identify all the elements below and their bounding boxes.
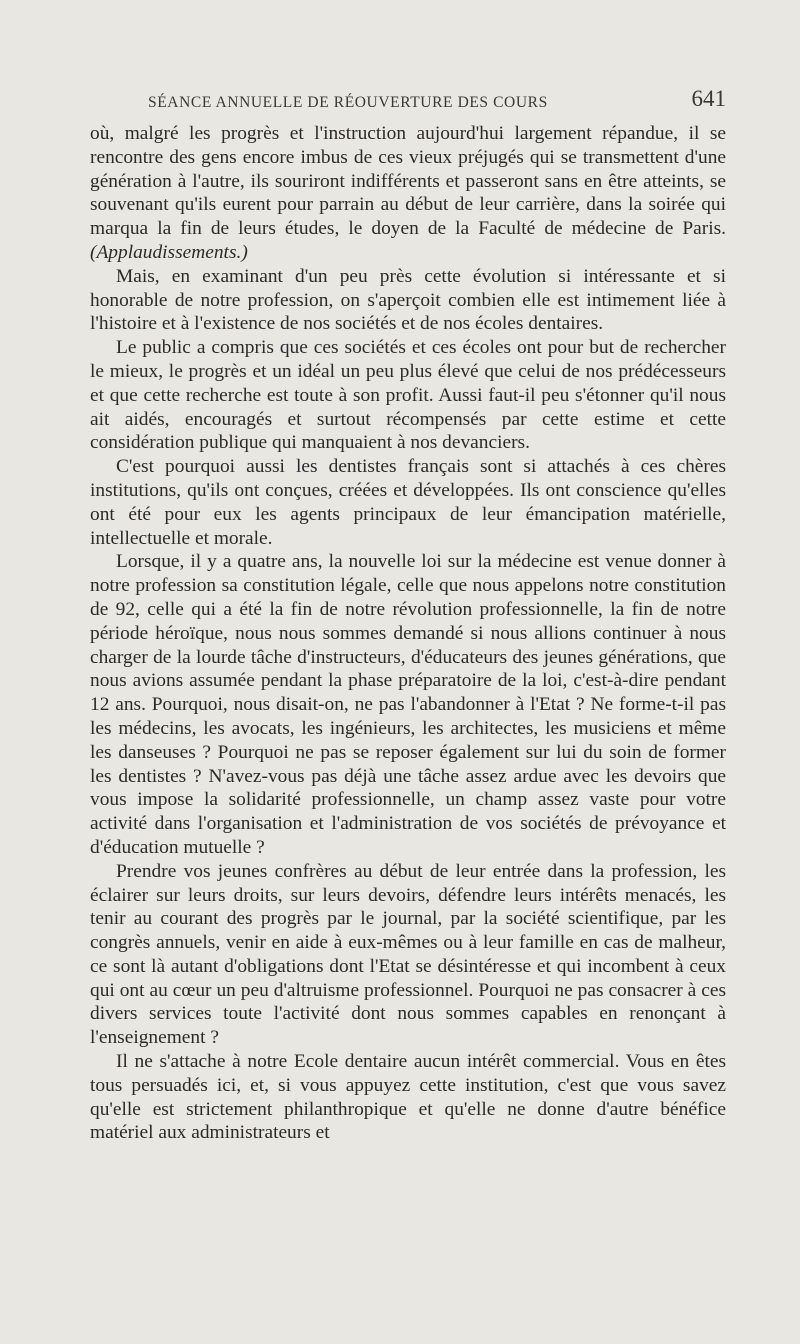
page-number: 641 [691,86,726,111]
paragraph-1 [90,122,726,265]
paragraph-1-text: où, malgré les progrès et l'instruction aujourd'hui largement répandue, il se rencontre des gens encore imbus de ces vieux préjugés qui se transmettent d'une génération à l'autre, ils souriront indifférents et passeront sans en être atteints, se souvenant qu'ils eurent pour parrain au début de leur carrière, dans la soirée qui marqua la fin de leurs études, le doyen de la Faculté de médecine de Paris. [90,123,726,240]
paragraph-2: Mais, en examinant d'un peu près cette évolution si intéressante et si honorable de notre profession, on s'aperçoit combien elle est intimement liée à l'histoire et à l'existence de nos sociétés et de nos écoles dentaires. [90,265,726,335]
running-head [90,86,726,116]
paragraph-3: Le public a compris que ces sociétés et ces écoles ont pour but de rechercher le mieux, le progrès et un idéal un peu plus élevé que celui de nos prédécesseurs et que cette recherche est toute à son profit. Aussi faut-il peu s'étonner qu'il nous ait aidés, encouragés et surtout récompensés par cette estime et cette considération publique qui manquaient à nos devanciers. [90,337,726,454]
applause-note: (Applaudissements.) [90,241,248,263]
paragraph-7: Il ne s'attache à notre Ecole dentaire aucun intérêt commercial. Vous en êtes tous persuadés ici, et, si vous appuyez cette institution, c'est que vous savez qu'elle est strictement philanthropique et qu'elle ne donne d'autre bénéfice matériel aux administrateurs et [90,1051,726,1144]
running-title: SÉANCE ANNUELLE DE RÉOUVERTURE DES COURS [148,94,548,111]
body-text [90,122,726,1145]
paragraph-5: Lorsque, il y a quatre ans, la nouvelle loi sur la médecine est venue donner à notre profession sa constitution légale, celle que nous appelons notre constitution de 92, celle qui a été la fin de notre révolution professionnelle, la fin de notre période héroïque, nous nous sommes demandé si nous allions continuer à nous charger de la lourde tâche d'instructeurs, d'éducateurs des jeunes générations, que nous avions assumée pendant la phase préparatoire de la loi, c'est-à-dire pendant 12 ans. Pourquoi, nous disait-on, ne pas l'abandonner à l'Etat ? Ne forme-t-il pas les médecins, les avocats, les ingénieurs, les architectes, les musiciens et même les danseuses ? Pourquoi ne pas se reposer également sur lui du soin de former les dentistes ? N'avez-vous pas déjà une tâche assez ardue avec les devoirs que vous impose la solidarité professionnelle, un champ assez vaste pour votre activité dans l'organisation et l'administration de vos sociétés de prévoyance et d'éducation mutuelle ? [90,551,726,858]
paragraph-4: C'est pourquoi aussi les dentistes français sont si attachés à ces chères institutions, qu'ils ont conçues, créées et développées. Ils ont conscience qu'elles ont été pour eux les agents principaux de leur émancipation matérielle, intellectuelle et morale. [90,456,726,549]
paragraph-6: Prendre vos jeunes confrères au début de leur entrée dans la profession, les éclairer sur leurs droits, sur leurs devoirs, défendre leurs intérêts menacés, les tenir au courant des progrès par le journal, par la société scientifique, par les congrès annuels, venir en aide à eux-mêmes ou à leur famille en cas de malheur, ce sont là autant d'obligations dont l'Etat se désintéresse et qui incombent à ceux qui ont au cœur un peu d'altruisme professionnel. Pourquoi ne pas consacrer à ces divers services toute l'activité dont nous sommes capables en renonçant à l'enseignement ? [90,860,726,1049]
